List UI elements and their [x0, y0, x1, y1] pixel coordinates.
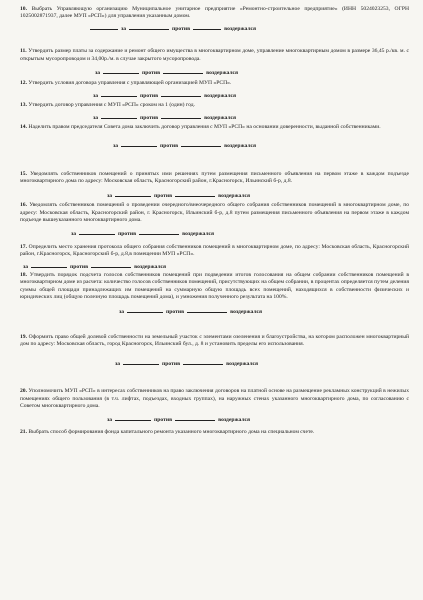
blank-za[interactable]: [115, 415, 151, 421]
vote-label-protiv: против: [172, 25, 191, 32]
blank-za[interactable]: [121, 141, 157, 147]
blank-za[interactable]: [101, 113, 137, 119]
blank-protiv[interactable]: [187, 307, 227, 313]
item-10: [20, 6, 409, 33]
item-number: 12.: [20, 80, 27, 87]
item-body: Оформить право общей долевой собственности на земельный участок с элементами озеленения и благоустройства, на котором расположен многоквартирный дом по адресу: Московская область, город Красногорск, Ильинский бул., д. 8 и установить пределы его использования.: [20, 333, 409, 348]
blank-protiv[interactable]: [139, 229, 179, 235]
vote-label-za: за: [121, 25, 127, 32]
vote-label-za: за: [95, 70, 101, 77]
item-number: 11.: [20, 48, 27, 55]
item-text: [20, 388, 409, 410]
blank-protiv[interactable]: [175, 191, 215, 197]
item-11: [20, 48, 409, 77]
item-body: Утвердить размер платы за содержание и ремонт общего имущества в многоквартирном доме, управление многоквартирным домом в размере 36,45 р./кв. м. с открытым мусоропроводом и 34,00р./м. в случае закрытого мусоропровода.: [20, 48, 410, 62]
blank-protiv[interactable]: [175, 415, 215, 421]
vote-line: [20, 262, 409, 271]
item-text: [20, 202, 409, 224]
item-body: Уполномочить МУП «РСП» в интересах собственников на право заключения договоров на платной основе на размещение рекламных конструкций в нежилых помещениях общего пользования (в т.ч. лифтах, подъездах, входных группах), на наружных стенах указанного многоквартирного дома, по согласованию с Советом многоквартирного дома.: [20, 388, 409, 409]
item-body: Выбрать способ формирования фонда капитального ремонта указанного многоквартирного дома на специальном счете.: [28, 428, 315, 435]
blank-protiv[interactable]: [91, 262, 131, 268]
blank-za[interactable]: [103, 68, 139, 74]
item-14: [20, 124, 409, 151]
item-20: [20, 388, 409, 425]
item-number: 14.: [20, 124, 27, 131]
blank-za[interactable]: [127, 307, 163, 313]
item-12: [20, 80, 409, 100]
blank-protiv[interactable]: [181, 141, 221, 147]
item-21: [20, 429, 409, 436]
vote-line: [68, 229, 409, 238]
vote-label-vozd: воздержался: [218, 192, 251, 199]
vote-label-protiv: против: [166, 308, 185, 315]
item-number: 16.: [20, 202, 27, 209]
item-number: 13.: [20, 102, 27, 109]
vote-label-za: за: [107, 192, 113, 199]
item-text: [20, 429, 409, 436]
vote-line: [104, 415, 409, 424]
item-text: [20, 80, 409, 87]
item-text: [20, 6, 409, 21]
vote-label-vozd: воздержался: [134, 263, 167, 270]
item-body: Уведомлять собственников помещений о принятых ими решениях путем размещения письменного объявления на первом этаже в каждом подъезде многоквартирного дома по адресу: Московская область, Красногорский район, г.Красногорск, Ильинский б-р, д.8.: [20, 170, 409, 185]
item-15: [20, 171, 409, 200]
vote-line: [92, 68, 409, 77]
blank-protiv[interactable]: [161, 91, 201, 97]
vote-label-protiv: против: [154, 417, 173, 424]
vote-label-protiv: против: [70, 263, 89, 270]
item-number: 15.: [20, 170, 27, 177]
vote-line: [116, 307, 409, 316]
item-18: [20, 272, 409, 316]
blank-protiv[interactable]: [129, 24, 169, 30]
vote-label-za: за: [71, 231, 77, 238]
item-text: [20, 124, 409, 131]
vote-label-vozd: воздержался: [226, 360, 259, 367]
vote-label-vozd: воздержался: [230, 308, 263, 315]
item-number: 21.: [20, 428, 27, 435]
item-number: 17.: [20, 243, 27, 250]
vote-label-protiv: против: [162, 360, 181, 367]
item-13: [20, 102, 409, 122]
vote-label-protiv: против: [142, 70, 161, 77]
vote-label-vozd: воздержался: [204, 92, 237, 99]
vote-label-vozd: воздержался: [224, 25, 257, 32]
blank-protiv[interactable]: [163, 68, 203, 74]
blank-protiv[interactable]: [161, 113, 201, 119]
item-text: [20, 48, 409, 63]
vote-label-vozd: воздержался: [218, 417, 251, 424]
blank-za[interactable]: [115, 191, 151, 197]
blank-vozd[interactable]: [193, 24, 221, 30]
item-number: 18.: [20, 271, 27, 278]
vote-label-vozd: воздержался: [204, 114, 237, 121]
item-text: [20, 102, 409, 109]
item-17: [20, 244, 409, 271]
vote-label-protiv: против: [118, 231, 137, 238]
vote-line: [112, 359, 409, 368]
item-number: 20.: [20, 388, 27, 395]
item-text: [20, 171, 409, 186]
blank-protiv[interactable]: [183, 359, 223, 365]
item-body: Утвердить условия договора управления с управляющей организацией МУП «РСП».: [28, 80, 232, 87]
item-body: Утвердить порядок подсчета голосов собственников помещений при подведении итогов голосования на общем собрании собственников помещений в многоквартирном доме из расчета: количество голосов собственников помещений, присутствующих на общем собрании, в процентах определяется путем деления суммы общей площади принадлежащих им помещений на суммарную общую площадь всех помещений, находящихся в собственности физических и юридических лиц (общую полезную площадь помещений дома), и умножения полученного результата на 100%.: [20, 271, 409, 301]
item-body: Определить место хранения протокола общего собрания собственников помещений в многоквартирном доме, по адресу: Московская область, Красногорский район, г.Красногорск, Красногорский б-р, д.8,в помещении МУП «РСП».: [20, 243, 409, 258]
vote-label-za: за: [93, 92, 99, 99]
vote-label-za: за: [93, 114, 99, 121]
blank-za[interactable]: [90, 24, 118, 30]
vote-label-vozd: воздержался: [182, 231, 215, 238]
item-19: [20, 334, 409, 368]
blank-za[interactable]: [101, 91, 137, 97]
vote-line: [104, 191, 409, 200]
vote-label-vozd: воздержался: [224, 143, 257, 150]
blank-za[interactable]: [79, 229, 115, 235]
vote-line: [90, 113, 409, 122]
vote-label-protiv: против: [154, 192, 173, 199]
item-text: [20, 334, 409, 349]
vote-line: [90, 24, 409, 33]
vote-label-protiv: против: [140, 114, 159, 121]
item-number: 10.: [20, 6, 27, 12]
vote-label-protiv: против: [160, 143, 179, 150]
item-number: 19.: [20, 333, 27, 340]
item-text: [20, 272, 409, 302]
vote-label-za: за: [113, 143, 119, 150]
item-16: [20, 202, 409, 239]
vote-line: [110, 141, 409, 150]
item-body: Уведомлять собственников помещений о проведении очередного/внеочередного общего собрания собственников помещений в многоквартирном доме, по адресу: Московская область, Красногорский район, г. Красногорск, Ильинский б-р, д.8 путем размещения письменного объявления на первом этаже в каждом подъезде вышеуказанного многоквартирного дома.: [20, 202, 409, 223]
vote-line: [90, 91, 409, 100]
item-body: Наделить правом председателя Совета дома заключить договор управления с МУП «РСП» на основании доверенности, выданной собственниками.: [28, 124, 381, 131]
vote-label-za: за: [107, 417, 113, 424]
item-body: Утвердить договор управления с МУП «РСП» сроком на 1 (один) год.: [28, 102, 195, 109]
vote-label-za: за: [115, 360, 121, 367]
vote-label-vozd: воздержался: [206, 70, 239, 77]
item-body: Выбрать Управляющую организацию Муниципальное унитарное предприятие «Ремонтно-строительное предприятие» (ИНН 5024023253, ОГРН 1025002871937, далее МУП «РСП») для управления указанным домом.: [20, 6, 409, 20]
blank-za[interactable]: [123, 359, 159, 365]
blank-za[interactable]: [31, 262, 67, 268]
item-text: [20, 244, 409, 259]
vote-label-protiv: против: [140, 92, 159, 99]
vote-label-za: за: [119, 308, 125, 315]
vote-label-za: за: [23, 263, 29, 270]
